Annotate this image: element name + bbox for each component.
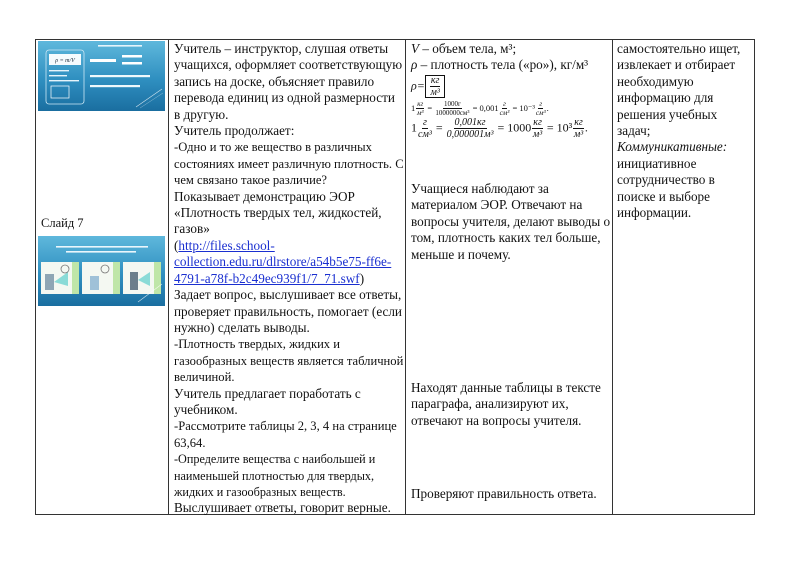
teacher-text-verify: Задает вопрос, выслушивает все ответы, проверяет правильность, помогает (если нужно) сделать выводы. [174,287,402,335]
f3-d-den: м³ [573,129,584,141]
f2-eq1: = [427,102,433,113]
density-symbol: ρ [411,57,418,73]
svg-text:ρ = m/V: ρ = m/V [55,58,75,64]
conversion-formula-2 [411,117,611,140]
conversion-formula-1 [411,100,611,118]
formula-lhs: ρ= [411,78,425,93]
eor-demo-link[interactable]: http://files.school-collection.edu.ru/dlrstore/a54b5e75-ff6e-4791-a78f-b2c49ec939f1/7_71.swf [174,237,392,286]
uud-communicative-heading: Коммуникативные: [617,139,728,155]
slide-column [36,40,169,514]
teacher-text-answers: Выслушивает ответы, говорит верные. [174,500,391,516]
density-definition [411,57,611,73]
f2-eq3: = 10⁻³ [512,102,535,113]
f2-a-den: м³ [416,109,424,118]
f3-eq3: = 10³ [546,120,573,135]
link-open-paren: ( [174,237,179,253]
unit-bracket [425,75,446,98]
f3-eq1: = [435,120,443,135]
slide-label: Слайд 7 [41,216,84,230]
volume-symbol: V [411,41,420,56]
f3-a-num: г [422,117,427,129]
volume-definition [411,41,611,57]
f3-d-num: кг [574,117,583,129]
link-close-paren: ) [359,270,365,286]
f2-d-num: г [539,100,543,109]
f2-c-num: г [503,100,506,109]
teacher-text-determine: -Определите вещества с наибольшей и наименьшей плотностью для твердых, жидких и газообразных веществ. [174,452,376,499]
f2-c-den: см³ [499,109,510,118]
f2-d-den: см³ [535,109,546,118]
formula-num: кг [430,74,440,86]
teacher-activity-column [169,40,406,514]
lesson-table [35,39,755,515]
f2-a-num: кг [417,100,424,109]
student-find-text: Находят данные таблицы в тексте параграфа, анализируют их, отвечают на вопросы учителя. [411,380,601,428]
uud-text-1: самостоятельно ищет, извлекает и отбирает необходимую информацию для решения учебных задач; [617,41,741,139]
f2-b-den: 1000000см³ [435,109,470,118]
f2-end: . [546,102,549,113]
density-unit-formula [411,75,611,98]
f3-c-den: м³ [532,129,543,141]
teacher-question-states: -Одно и то же вещество в различных состояниях имеет различную плотность. С чем связано такое различие? [174,140,404,188]
demo-link-block [174,238,404,287]
teacher-text-1: Учитель – инструктор, слушая ответы учащихся, оформляет соответствующую запись на доске, объясняет правило перевода единиц из одной размерности в другую. [174,41,403,122]
uud-column [613,40,754,514]
volume-text: – объем тела, м³; [419,41,517,56]
f3-b-den: 0,000001м³ [446,129,494,141]
formula-den: м³ [430,86,440,98]
student-observe-text: Учащиеся наблюдают за материалом ЭОР. Отвечают на вопросы учителя, делают выводы о том, плотность каких тел больше, меньше и почему. [411,181,611,262]
teacher-demo-text: Показывает демонстрацию ЭОР «Плотность твердых тел, жидкостей, газов» [174,188,382,237]
f3-eq2: = 1000 [497,120,532,135]
slide-thumbnail-density-states [38,236,165,306]
f2-a-pre: 1 [411,102,416,113]
uud-text-2: инициативное сотрудничество в поиске и выборе информации. [617,155,715,221]
definitions-block [411,41,611,140]
formula-slide-image [38,41,165,111]
f2-eq2: = 0,001 [472,102,499,113]
teacher-text-textbook: Учитель предлагает поработать с учебником. [174,385,361,417]
student-check-text: Проверяют правильность ответа. [411,486,597,501]
f2-b-num: 1000г [443,100,461,109]
f3-a-den: см³ [418,129,432,141]
f3-end: . [584,120,588,135]
f3-a-pre: 1 [411,120,417,135]
f3-c-num: кг [533,117,542,129]
density-text: – плотность тела («ро»), кг/м³ [417,57,589,73]
student-activity-column [406,40,613,514]
f3-b-num: 0,001кг [454,117,486,129]
teacher-text-table-value: -Плотность твердых, жидких и газообразных веществ является табличной величиной. [174,337,404,385]
teacher-text-tables: -Рассмотрите таблицы 2, 3, 4 на странице 63,64. [174,419,397,450]
teacher-text-2: Учитель продолжает: [174,123,295,139]
slide-thumbnail-formulas [38,41,165,111]
density-states-slide-image [38,236,165,306]
